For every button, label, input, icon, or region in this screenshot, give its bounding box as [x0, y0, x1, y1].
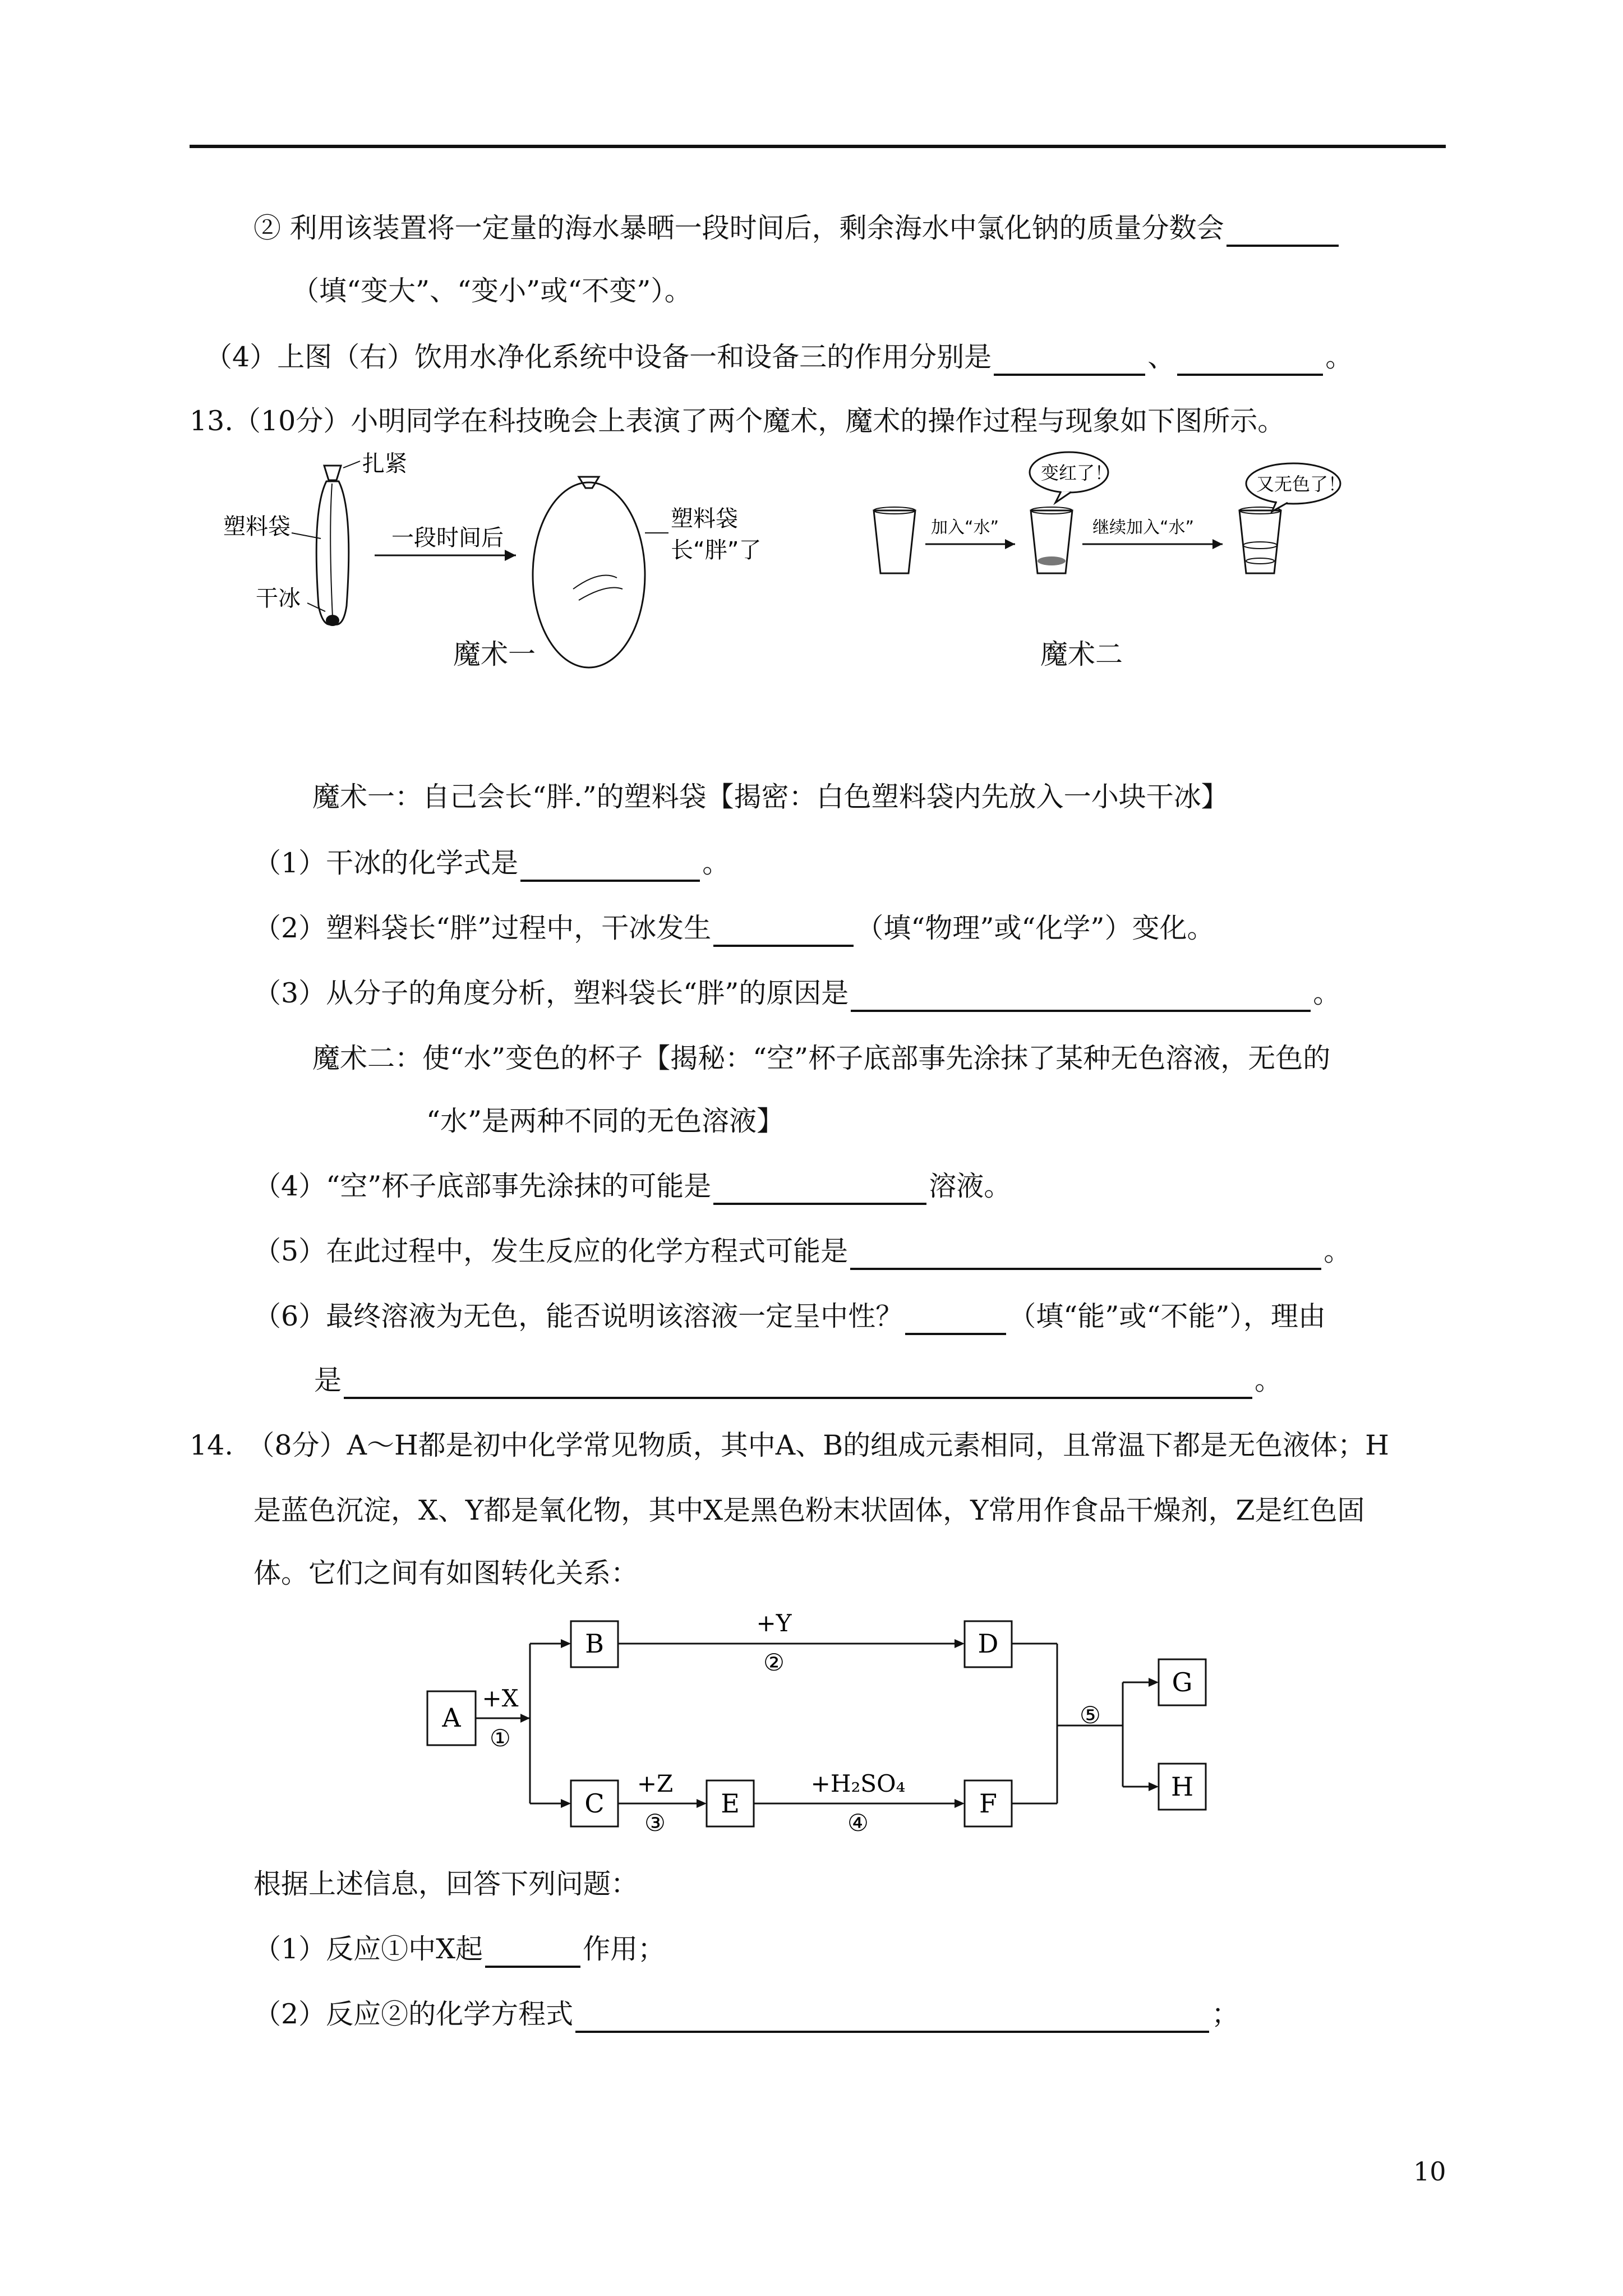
conversion-diagram [415, 1604, 1234, 1840]
q14-line3: 体。它们之间有如图转化关系： [253, 1557, 639, 1589]
q13-part2: （2）塑料袋长“胖”过程中，干冰发生 （填“物理”或“化学”）变化。 [253, 910, 1214, 947]
q13-header: 13.（10分）小明同学在科技晚会上表演了两个魔术，魔术的操作过程与现象如下图所示。 [190, 405, 1285, 437]
magic2-figure [852, 449, 1447, 617]
step4-label: ④ [847, 1809, 869, 1837]
arrow-head [1212, 539, 1223, 549]
arrow2-label: 继续加入“水” [1092, 518, 1195, 537]
answer-blank[interactable] [994, 346, 1145, 376]
magic1-caption: 魔术一 [453, 638, 536, 670]
node-A-label: A [442, 1703, 461, 1733]
step5-label: ⑤ [1080, 1701, 1101, 1729]
slim-bag-outline [316, 481, 349, 624]
arrow-head [505, 550, 516, 561]
answer-blank[interactable] [1227, 217, 1339, 247]
bubble1-text: 变红了！ [1041, 462, 1113, 484]
answer-blank[interactable] [713, 1175, 926, 1205]
label-fat-2: 长“胖”了 [671, 537, 762, 563]
edge-h2so4-label: +H₂SO₄ [810, 1770, 906, 1797]
edge-x-label: +X [482, 1685, 519, 1712]
liquid-surface [1243, 542, 1277, 549]
node-F-label: F [979, 1788, 997, 1819]
fat-bag-outline [533, 482, 645, 668]
label-tie: 扎紧 [362, 451, 407, 477]
label-fat-1: 塑料袋 [671, 506, 738, 532]
q14-part2: （2）反应②的化学方程式 ； [253, 1996, 1239, 2033]
magic1-intro: 魔术一：自己会长“胖.”的塑料袋【揭密：白色塑料袋内先放入一小块干冰】 [312, 781, 1229, 813]
arrow-head [1005, 539, 1015, 549]
answer-blank[interactable] [905, 1305, 1006, 1335]
node-D-label: D [978, 1628, 999, 1659]
step2-label: ② [763, 1649, 785, 1676]
answer-blank[interactable] [1177, 346, 1323, 376]
empty-cup [874, 510, 915, 573]
magic2-intro-1: 魔术二：使“水”变色的杯子【揭秘：“空”杯子底部事先涂抹了某种无色溶液，无色的 [312, 1042, 1331, 1074]
step1-label: ① [490, 1724, 511, 1752]
arrow-label: 一段时间后 [391, 525, 504, 551]
q13-part4: （4）“空”杯子底部事先涂抹的可能是 溶液。 [253, 1168, 1011, 1205]
q14-part1: （1）反应①中X起 作用； [253, 1931, 665, 1968]
magic2-intro-2: “水”是两种不同的无色溶液】 [426, 1105, 785, 1137]
header-rule [190, 145, 1446, 148]
q14-line1: 14. （8分）A～H都是初中化学常见物质，其中A、B的组成元素相同，且常温下都是无色液体；H [190, 1429, 1389, 1461]
answer-blank[interactable] [520, 852, 700, 882]
leader-line [343, 461, 360, 468]
step3-label: ③ [644, 1809, 666, 1837]
page-number: 10 [1413, 2156, 1446, 2187]
fat-bag-crease [573, 576, 617, 590]
q13-part5: （5）在此过程中，发生反应的化学方程式可能是 。 [253, 1233, 1351, 1270]
q12-part2: ② 利用该装置将一定量的海水暴晒一段时间后，剩余海水中氯化钠的质量分数会 [253, 210, 1341, 247]
red-liquid [1038, 556, 1066, 565]
label-ice: 干冰 [256, 586, 301, 611]
bubble2-text: 又无色了！ [1256, 473, 1347, 495]
answer-blank[interactable] [850, 1240, 1321, 1270]
answer-blank[interactable] [713, 917, 854, 947]
q12-part4: （4）上图（右）饮用水净化系统中设备一和设备三的作用分别是 、 。 [205, 339, 1353, 376]
q13-part6-line2: 是 。 [314, 1362, 1282, 1399]
bag-tie [324, 466, 341, 480]
node-H-label: H [1170, 1772, 1194, 1802]
node-E-label: E [721, 1788, 740, 1819]
edge-y-label: +Y [756, 1609, 792, 1637]
answer-blank[interactable] [344, 1369, 1252, 1399]
answer-blank[interactable] [575, 2003, 1209, 2033]
arrow1-label: 加入“水” [931, 518, 999, 537]
fat-bag-crease [579, 588, 623, 601]
node-G-label: G [1172, 1667, 1193, 1697]
slim-bag-fold [330, 484, 333, 617]
edge-z-label: +Z [637, 1770, 674, 1797]
leader-line [307, 603, 325, 611]
q13-part6: （6）最终溶液为无色，能否说明该溶液一定呈中性？ （填“能”或“不能”），理由 [253, 1298, 1326, 1335]
node-B-label: B [585, 1628, 604, 1659]
answer-blank[interactable] [851, 982, 1311, 1012]
q13-part1: （1）干冰的化学式是 。 [253, 845, 730, 882]
q13-part3: （3）从分子的角度分析，塑料袋长“胖”的原因是 。 [253, 975, 1340, 1012]
q14-line2: 是蓝色沉淀，X、Y都是氧化物，其中X是黑色粉末状固体，Y常用作食品干燥剂，Z是红色固 [253, 1494, 1365, 1526]
label-bag: 塑料袋 [223, 514, 291, 540]
magic2-caption: 魔术二 [1040, 638, 1123, 670]
q12-part2-hint: （填“变大”、“变小”或“不变”）。 [292, 275, 692, 307]
answer-blank[interactable] [485, 1938, 580, 1968]
dry-ice [326, 615, 339, 626]
node-C-label: C [584, 1788, 605, 1819]
q14-prompt: 根据上述信息，回答下列问题： [253, 1868, 639, 1900]
